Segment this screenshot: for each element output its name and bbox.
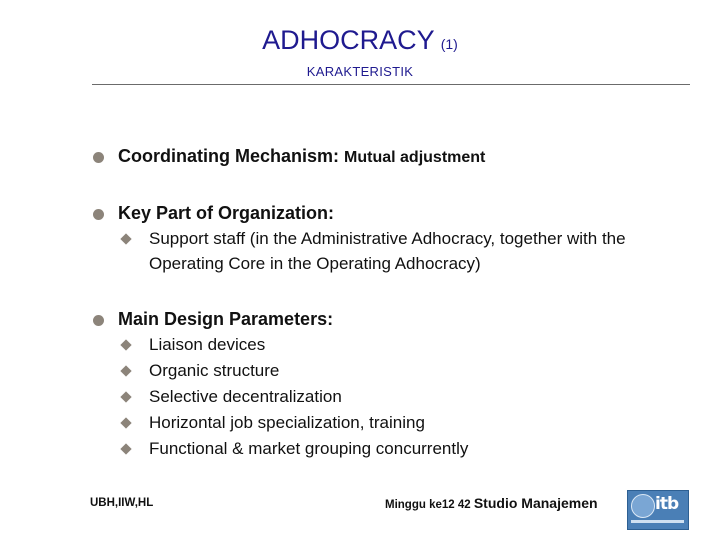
list-item: Selective decentralization [149,387,342,406]
diamond-bullet-icon [120,391,131,402]
point-coordinating-mechanism [118,145,485,169]
footer-week: Minggu ke12 42 [385,499,471,511]
point-label: Coordinating Mechanism: [118,146,340,166]
point-value: Mutual adjustment [344,149,486,166]
list-item: Horizontal job specialization, training [149,413,425,432]
bullet-icon [93,315,104,326]
diamond-bullet-icon [120,417,131,428]
logo-mark-icon: itb [655,494,679,514]
title-number: (1) [440,36,458,52]
diamond-bullet-icon [120,365,131,376]
diamond-bullet-icon [120,443,131,454]
institution-logo-icon [627,490,689,530]
slide-subtitle: KARAKTERISTIK [306,64,414,79]
slide-title [0,24,720,60]
subitem-text: Operating Core in the Operating Adhocracy) [149,254,481,273]
subitem-text: Support staff (in the Administrative Adhocracy, together with the [149,229,626,248]
seal-icon [631,494,655,518]
list-item: Organic structure [149,361,280,380]
footer-info [385,496,598,512]
point-design-parameters: Main Design Parameters: [118,309,334,329]
diamond-bullet-icon [120,339,131,350]
title-divider [92,84,690,85]
title-text: ADHOCRACY [262,25,435,55]
footer-authors: UBH,IIW,HL [90,497,154,509]
list-item: Liaison devices [149,335,266,354]
list-item: Functional & market grouping concurrently [149,439,469,458]
diamond-bullet-icon [120,233,131,244]
footer-studio: Studio Manajemen [473,495,598,511]
bullet-icon [93,152,104,163]
bullet-icon [93,209,104,220]
logo-strip [631,520,684,523]
point-key-part: Key Part of Organization: [118,203,335,223]
